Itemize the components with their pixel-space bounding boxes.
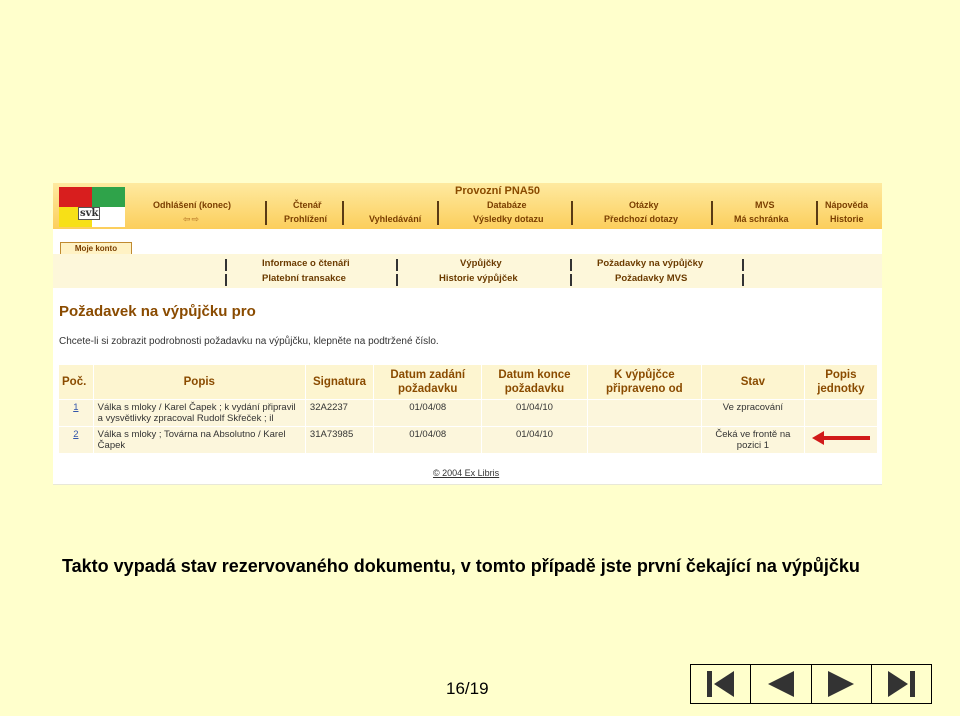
row-number-link[interactable]: 2	[73, 429, 79, 440]
row-ready-from	[587, 427, 702, 454]
logo-text: svk	[80, 208, 99, 219]
my-account-button[interactable]: Moje konto	[60, 242, 132, 256]
col-number: Poč.	[59, 365, 94, 400]
previous-slide-icon[interactable]	[751, 665, 811, 703]
nav-previous-queries[interactable]: Předchozí dotazy	[604, 214, 679, 224]
nav-questions[interactable]: Otázky	[629, 200, 659, 210]
row-description: Válka s mloky / Karel Čapek ; k vydání připravil a vysvětlivky zpracoval Rudolf Skřeček ; il	[93, 400, 305, 427]
subnav-mvs-requests[interactable]: Požadavky MVS	[615, 273, 688, 284]
row-call-number: 31A73985	[305, 427, 373, 454]
col-status: Stav	[702, 365, 805, 400]
arrows-icon: ⇦⇨	[183, 214, 201, 224]
col-request-date: Datum zadání požadavku	[374, 365, 482, 400]
next-slide-icon[interactable]	[812, 665, 872, 703]
row-number-cell	[59, 400, 94, 427]
last-slide-icon[interactable]	[872, 665, 931, 703]
col-description: Popis	[93, 365, 305, 400]
nav-help[interactable]: Nápověda	[825, 200, 869, 210]
subnav-payments[interactable]: Platební transakce	[262, 273, 346, 284]
col-call-number: Signatura	[305, 365, 373, 400]
nav-title: Provozní PNA50	[455, 185, 540, 197]
copyright-link[interactable]: © 2004 Ex Libris	[433, 468, 500, 478]
nav-history[interactable]: Historie	[830, 214, 864, 224]
row-end-date: 01/04/10	[482, 427, 587, 454]
col-end-date: Datum konce požadavku	[482, 365, 587, 400]
row-number-link[interactable]: 1	[73, 402, 79, 413]
svk-logo	[59, 187, 125, 227]
nav-mvs[interactable]: MVS	[755, 200, 775, 210]
row-call-number: 32A2237	[305, 400, 373, 427]
subnav-loans[interactable]: Výpůjčky	[460, 258, 502, 269]
subnav-loan-history[interactable]: Historie výpůjček	[439, 273, 518, 284]
table-row	[59, 400, 878, 427]
top-navigation	[53, 183, 882, 229]
nav-logout[interactable]: Odhlášení (konec)	[153, 200, 232, 210]
page-heading: Požadavek na výpůjčku pro	[59, 303, 256, 320]
col-unit-description: Popis jednotky	[804, 365, 877, 400]
slide-counter: 16/19	[446, 679, 489, 698]
slide-caption: Takto vypadá stav rezervovaného dokumentu, v tomto případě jste první čekající na výpůjčku	[62, 556, 860, 576]
col-ready-from: K výpůjčce připraveno od	[587, 365, 702, 400]
row-description: Válka s mloky ; Továrna na Absolutno / Karel Čapek	[93, 427, 305, 454]
table-row	[59, 427, 878, 454]
intro-text: Chcete-li si zobrazit podrobnosti požadavku na výpůjčku, klepněte na podtržené číslo.	[59, 336, 439, 347]
nav-search[interactable]: Vyhledávání	[369, 214, 422, 224]
subnav-loan-requests[interactable]: Požadavky na výpůjčky	[597, 258, 704, 269]
row-request-date: 01/04/08	[374, 427, 482, 454]
row-number-cell	[59, 427, 94, 454]
nav-database[interactable]: Databáze	[487, 200, 527, 210]
nav-browse[interactable]: Prohlížení	[284, 214, 328, 224]
nav-mailbox[interactable]: Má schránka	[734, 214, 789, 224]
nav-reader[interactable]: Čtenář	[293, 200, 322, 210]
nav-results[interactable]: Výsledky dotazu	[473, 214, 544, 224]
slide-navigation	[690, 664, 932, 704]
account-subnav	[53, 254, 882, 288]
row-unit-description	[804, 400, 877, 427]
first-slide-icon[interactable]	[691, 665, 751, 703]
row-ready-from	[587, 400, 702, 427]
subnav-reader-info[interactable]: Informace o čtenáři	[262, 258, 350, 269]
requests-table	[58, 364, 878, 454]
screenshot-panel	[53, 183, 882, 485]
row-request-date: 01/04/08	[374, 400, 482, 427]
row-end-date: 01/04/10	[482, 400, 587, 427]
row-status: Čeká ve frontě na pozici 1	[702, 427, 805, 454]
row-status: Ve zpracování	[702, 400, 805, 427]
left-arrow-icon	[812, 428, 872, 448]
